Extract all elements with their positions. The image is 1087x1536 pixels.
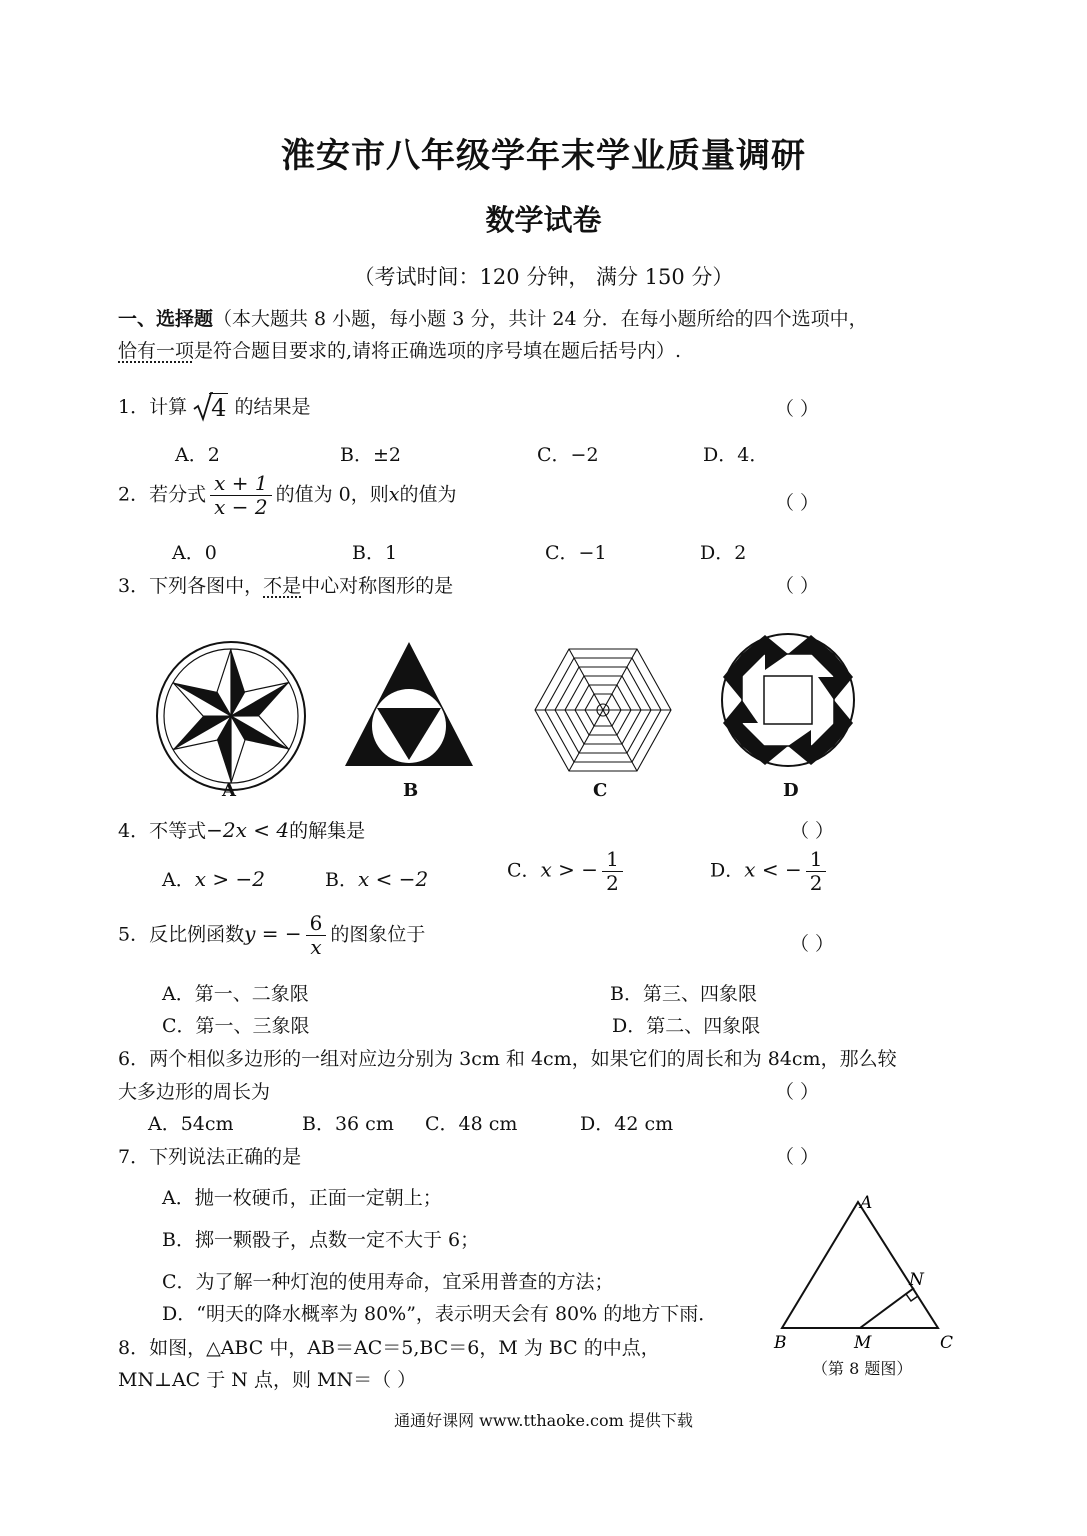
q5-lhs: y = − — [244, 921, 302, 946]
q1-option-c: C．−2 — [537, 444, 599, 466]
section-instructions-rest: 是符合题目要求的,请将正确选项的序号填在题后括号内）. — [194, 340, 682, 362]
label-c: C — [940, 1333, 954, 1353]
q4-option-d-fraction — [806, 848, 827, 895]
q4-option-a — [162, 865, 265, 892]
q4-option-b-label: B． — [325, 869, 358, 891]
q4-option-d-denominator: 2 — [806, 871, 827, 895]
q3-emphasis: 不是 — [263, 575, 302, 597]
q5-numerator: 6 — [309, 911, 323, 935]
q8-triangle-figure — [770, 1192, 970, 1382]
q2-option-d: D．2 — [700, 542, 747, 564]
q7-option-a: A．抛一枚硬币，正面一定朝上； — [162, 1187, 442, 1209]
q5-option-d: D．第二、四象限 — [612, 1015, 761, 1037]
q4-suffix: 的解集是 — [289, 820, 366, 842]
q3-figure-b — [343, 640, 475, 770]
question-5 — [118, 912, 425, 959]
q3-answer-paren[interactable]: （ ） — [775, 575, 820, 597]
q6-option-c: C．48 cm — [425, 1113, 518, 1135]
q2-answer-paren[interactable]: （ ） — [775, 492, 820, 514]
q2-fraction-numerator: x + 1 — [214, 471, 268, 495]
question-8-line-2: MN⊥AC 于 N 点，则 MN＝（ ） — [118, 1369, 417, 1391]
section-heading: 一、选择题 — [118, 308, 214, 330]
q4-option-c-denominator: 2 — [602, 871, 623, 895]
page-footer: 通通好课网 www.tthaoke.com 提供下载 — [394, 1411, 693, 1430]
q4-option-d-label: D． — [710, 859, 745, 882]
q5-suffix: 的图象位于 — [330, 923, 426, 946]
q5-option-c: C．第一、三象限 — [162, 1015, 310, 1037]
q3-figure-label-c: C — [593, 780, 608, 801]
question-6-line-2: 大多边形的周长为 — [118, 1081, 271, 1103]
question-4 — [118, 816, 365, 843]
q6-option-b: B．36 cm — [302, 1113, 394, 1135]
page-title: 淮安市八年级学年末学业质量调研 — [281, 136, 806, 176]
q6-option-d: D．42 cm — [580, 1113, 674, 1135]
q4-option-b-expr: x < −2 — [357, 867, 429, 891]
q4-option-a-label: A． — [162, 869, 195, 891]
q2-option-c: C．−1 — [545, 542, 607, 564]
q4-option-c-numerator: 1 — [606, 847, 619, 871]
q4-option-c-fraction — [602, 848, 623, 895]
q7-answer-paren[interactable]: （ ） — [775, 1146, 820, 1168]
q5-prefix: 5．反比例函数 — [118, 923, 245, 946]
q3-figure-label-b: B — [403, 780, 419, 801]
q3-figure-c — [533, 646, 673, 774]
q4-option-d-numerator: 1 — [809, 847, 823, 871]
q6-option-a: A．54cm — [148, 1113, 234, 1135]
q5-answer-paren[interactable]: （ ） — [790, 933, 835, 955]
q2-prefix: 2．若分式 — [118, 483, 207, 506]
question-1 — [118, 392, 310, 422]
q7-option-d: D．“明天的降水概率为 80%”，表示明天会有 80% 的地方下雨． — [162, 1303, 718, 1325]
q6-answer-paren[interactable]: （ ） — [775, 1081, 820, 1103]
q5-fraction — [306, 912, 327, 959]
q5-denominator: x — [306, 935, 327, 959]
q3-figure-d — [718, 630, 858, 770]
label-b: B — [774, 1333, 787, 1353]
q7-option-b: B．掷一颗骰子，点数一定不大于 6； — [162, 1229, 480, 1251]
q2-option-a: A．0 — [172, 542, 217, 564]
question-3 — [118, 571, 453, 598]
label-a: A — [860, 1193, 873, 1213]
q1-option-a: A．2 — [175, 444, 220, 466]
q1-radicand: 4 — [211, 394, 227, 422]
q4-option-a-expr: x > −2 — [194, 867, 265, 891]
q4-option-c-label: C． — [507, 859, 541, 882]
q4-option-c-expr: x > − — [540, 857, 599, 882]
q1-option-d: D．4． — [703, 444, 769, 466]
q4-option-b — [325, 865, 428, 892]
q7-option-c: C．为了解一种灯泡的使用寿命，宜采用普查的方法； — [162, 1271, 614, 1293]
exam-info: （考试时间：120 分钟， 满分 150 分） — [353, 265, 734, 289]
q4-option-d — [710, 848, 830, 895]
q3-figure-a — [153, 638, 309, 794]
q2-fraction — [210, 472, 271, 519]
q2-suffix-b: 的值为 — [399, 483, 457, 506]
q2-option-b: B．1 — [352, 542, 398, 564]
q4-answer-paren[interactable]: （ ） — [790, 820, 835, 842]
q8-figure-caption: （第 8 题图） — [812, 1359, 913, 1378]
q3-suffix: 中心对称图形的是 — [301, 575, 454, 597]
q5-option-a: A．第一、二象限 — [162, 983, 309, 1005]
question-7: 7．下列说法正确的是 — [118, 1146, 302, 1168]
q5-option-b: B．第三、四象限 — [610, 983, 757, 1005]
section-instructions-emphasis: 恰有一项 — [118, 340, 195, 362]
q1-prefix: 1．计算 — [118, 396, 188, 418]
question-8-line-1: 8．如图，△ABC 中，AB＝AC＝5,BC＝6，M 为 BC 的中点， — [118, 1337, 660, 1359]
q4-prefix: 4．不等式 — [118, 820, 207, 842]
q1-option-b: B．±2 — [340, 444, 401, 466]
label-n: N — [909, 1270, 924, 1290]
section-instructions — [118, 303, 978, 367]
question-6-line-1: 6．两个相似多边形的一组对应边分别为 3cm 和 4cm，如果它们的周长和为 84cm，那么较 — [118, 1048, 897, 1070]
q4-option-c — [507, 848, 627, 895]
q3-prefix: 3．下列各图中， — [118, 575, 264, 597]
page-subtitle: 数学试卷 — [485, 203, 602, 237]
q1-suffix: 的结果是 — [234, 396, 311, 418]
q1-answer-paren[interactable]: （ ） — [775, 398, 820, 420]
q3-figure-label-a: A — [222, 780, 236, 801]
segment-mn — [860, 1288, 914, 1328]
label-m: M — [854, 1333, 872, 1353]
section-instructions-text: （本大题共 8 小题，每小题 3 分，共计 24 分．在每小题所给的四个选项中， — [213, 308, 868, 330]
q2-variable: x — [388, 483, 400, 506]
q1-sqrt — [193, 394, 228, 422]
q4-expression: −2x < 4 — [206, 818, 290, 842]
q4-option-d-expr: x < − — [744, 857, 802, 882]
triangle-abc — [782, 1202, 938, 1328]
q3-figure-label-d: D — [783, 780, 799, 801]
q2-suffix-a: 的值为 0，则 — [275, 483, 389, 506]
q2-fraction-denominator: x − 2 — [210, 495, 271, 519]
sqrt-sign-icon — [193, 392, 213, 422]
question-2 — [118, 472, 456, 519]
